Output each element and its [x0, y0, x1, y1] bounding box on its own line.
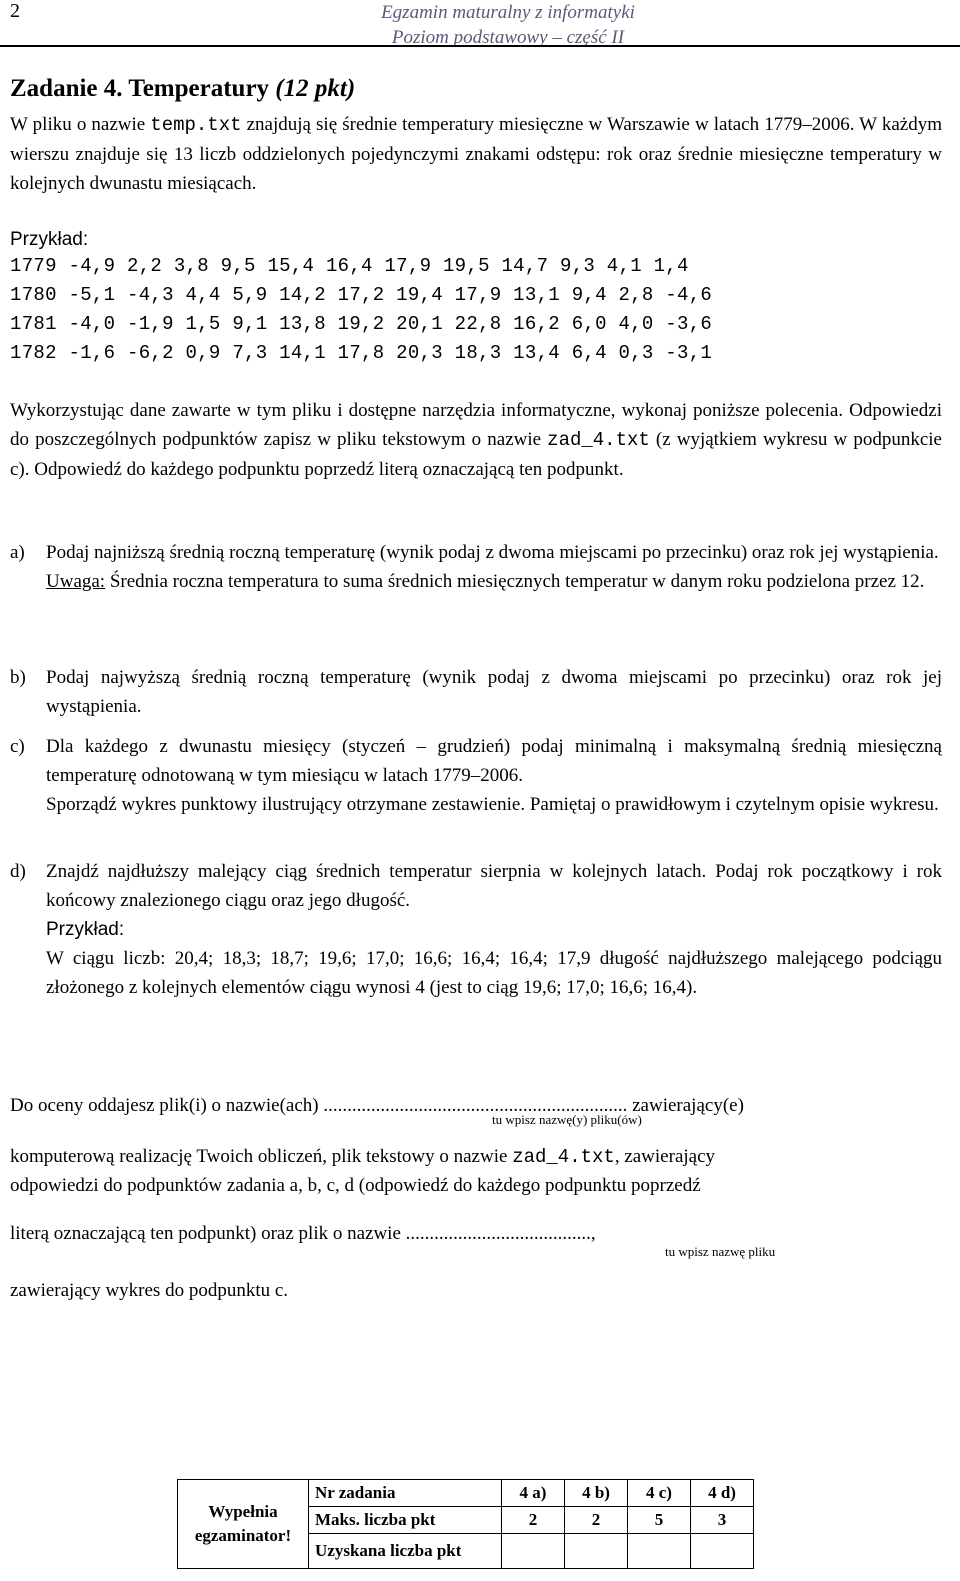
file-name-hint: tu wpisz nazwę(y) pliku(ów) — [492, 1112, 642, 1127]
score-table-cell: 4 c) — [628, 1480, 691, 1507]
score-table-cell: Uzyskana liczba pkt — [309, 1534, 502, 1569]
intro-filename: temp.txt — [150, 114, 242, 136]
subtask-a-note — [46, 567, 942, 596]
task-points: (12 pkt) — [275, 75, 356, 102]
note-text: Średnia roczna temperatura to suma średnich miesięcznych temperatur w danym roku podzielona przez 12. — [105, 571, 925, 592]
example-label: Przykład: — [10, 229, 89, 250]
score-entry-cell[interactable] — [691, 1534, 754, 1569]
submission-text: Do oceny oddajesz plik(i) o nazwie(ach) — [10, 1095, 324, 1116]
task-title — [10, 75, 355, 103]
chart-file-name-hint: tu wpisz nazwę pliku — [665, 1244, 776, 1259]
example-data-line: 1782 -1,6 -6,2 0,9 7,3 14,1 17,8 20,3 18,3 13,4 6,4 0,3 -3,1 — [10, 342, 713, 364]
intro-text-b: znajdują się średnie temperatury miesięczne w Warszawie w latach 1779–2006. W każdym wierszu znajduje się 13 liczb oddzielonych pojedynczymi znakami odstępu: rok oraz średnie miesięczne temperatury w kolejnych dwunastu miesiącach. — [10, 114, 943, 194]
score-table-cell: 2 — [502, 1507, 565, 1534]
submission-filename: zad_4.txt — [512, 1146, 615, 1168]
score-table-cell: Nr zadania — [309, 1480, 502, 1507]
score-table-cell: 2 — [565, 1507, 628, 1534]
file-name-blank[interactable]: ................................................................ — [323, 1095, 628, 1116]
subtask-b — [10, 663, 942, 721]
subtask-a — [10, 538, 942, 596]
subtask-b-label: b) — [10, 667, 26, 688]
instructions-text-b: (z wyjątkiem wykresu w podpunkcie c). Odpowiedź do każdego podpunktu poprzedź literą oznaczającą ten podpunkt. — [10, 429, 942, 480]
header-title-line1: Egzamin maturalny z informatyki — [381, 2, 635, 23]
submission-line-5: zawierający wykres do podpunktu c. — [10, 1280, 289, 1301]
subtask-d-example-text: W ciągu liczb: 20,4; 18,3; 18,7; 19,6; 17,0; 16,6; 16,4; 16,4; 17,9 długość najdłuższego malejącego podciągu złożonego z kolejnych elementów ciągu wynosi 4 (jest to ciąg 19,6; 17,0; 16,6; 16,4). — [46, 948, 942, 998]
subtask-c — [10, 732, 942, 819]
subtask-d-example-label: Przykład: — [46, 919, 125, 940]
example-data-line: 1781 -4,0 -1,9 1,5 9,1 13,8 19,2 20,1 22,8 16,2 6,0 4,0 -3,6 — [10, 313, 713, 335]
example-data-line: 1780 -5,1 -4,3 4,4 5,9 14,2 17,2 19,4 17,9 13,1 9,4 2,8 -4,6 — [10, 284, 713, 306]
page-header — [370, 0, 646, 50]
instructions-filename: zad_4.txt — [547, 429, 650, 451]
chart-file-name-blank[interactable]: ....................................... — [405, 1223, 591, 1244]
header-title-line2: Poziom podstawowy – część II — [391, 27, 625, 48]
submission-line-4 — [10, 1219, 942, 1248]
score-table — [177, 1479, 754, 1569]
intro-text-a: W pliku o nazwie — [10, 114, 151, 135]
subtask-a-label: a) — [10, 542, 25, 563]
submission-text: , — [590, 1223, 596, 1244]
instructions-text-a: Wykorzystując dane zawarte w tym pliku i dostępne narzędzia informatyczne, wykonaj poniższe polecenia. Odpowiedzi do poszczególnych podpunktów zapisz w pliku tekstowym o nazwie — [10, 400, 942, 450]
score-entry-cell[interactable] — [628, 1534, 691, 1569]
subtask-d-label: d) — [10, 861, 26, 882]
submission-line-2 — [10, 1142, 942, 1172]
submission-text: komputerową realizację Twoich obliczeń, plik tekstowy o nazwie — [10, 1146, 513, 1167]
subtask-c-text2: Sporządź wykres punktowy ilustrujący otrzymane zestawienie. Pamiętaj o prawidłowym i czytelnym opisie wykresu. — [46, 794, 939, 815]
score-table-cell: Maks. liczba pkt — [309, 1507, 502, 1534]
score-table-cell: 5 — [628, 1507, 691, 1534]
subtask-b-text: Podaj najwyższą średnią roczną temperaturę (wynik podaj z dwoma miejscami po przecinku) oraz rok jej wystąpienia. — [46, 667, 942, 717]
subtask-d — [10, 857, 942, 1002]
score-entry-cell[interactable] — [502, 1534, 565, 1569]
subtask-a-text: Podaj najniższą średnią roczną temperaturę (wynik podaj z dwoma miejscami po przecinku) oraz rok jej wystąpienia. — [46, 542, 939, 563]
task-instructions — [10, 396, 942, 484]
submission-line-1 — [10, 1091, 942, 1120]
submission-text: , zawierający — [614, 1146, 716, 1167]
task-intro — [10, 110, 942, 198]
score-table-side-label: Wypełnia egzaminator! — [178, 1480, 309, 1569]
score-entry-cell[interactable] — [565, 1534, 628, 1569]
page-number: 2 — [10, 0, 20, 22]
submission-line-3: odpowiedzi do podpunktów zadania a, b, c, d (odpowiedź do każdego podpunktu poprzedź — [10, 1175, 701, 1196]
subtask-c-text1: Dla każdego z dwunastu miesięcy (styczeń – grudzień) podaj minimalną i maksymalną średnią miesięczną temperaturę odnotowaną w tym miesiącu w latach 1779–2006. — [46, 736, 942, 786]
subtask-d-text1: Znajdź najdłuższy malejący ciąg średnich temperatur sierpnia w kolejnych latach. Podaj rok początkowy i rok końcowy znalezionego ciągu oraz jego długość. — [46, 861, 942, 911]
subtask-c-label: c) — [10, 736, 25, 757]
submission-text: zawierający(e) — [627, 1095, 744, 1116]
score-table-cell: 3 — [691, 1507, 754, 1534]
score-table-cell: 4 b) — [565, 1480, 628, 1507]
score-table-header-row — [178, 1480, 754, 1507]
task-title-text: Zadanie 4. Temperatury — [10, 75, 270, 102]
header-rule — [0, 45, 960, 47]
example-data-line: 1779 -4,9 2,2 3,8 9,5 15,4 16,4 17,9 19,5 14,7 9,3 4,1 1,4 — [10, 255, 689, 277]
score-table-cell: 4 d) — [691, 1480, 754, 1507]
note-label: Uwaga: — [46, 571, 106, 592]
score-table-cell: 4 a) — [502, 1480, 565, 1507]
submission-text: literą oznaczającą ten podpunkt) oraz plik o nazwie — [10, 1223, 406, 1244]
